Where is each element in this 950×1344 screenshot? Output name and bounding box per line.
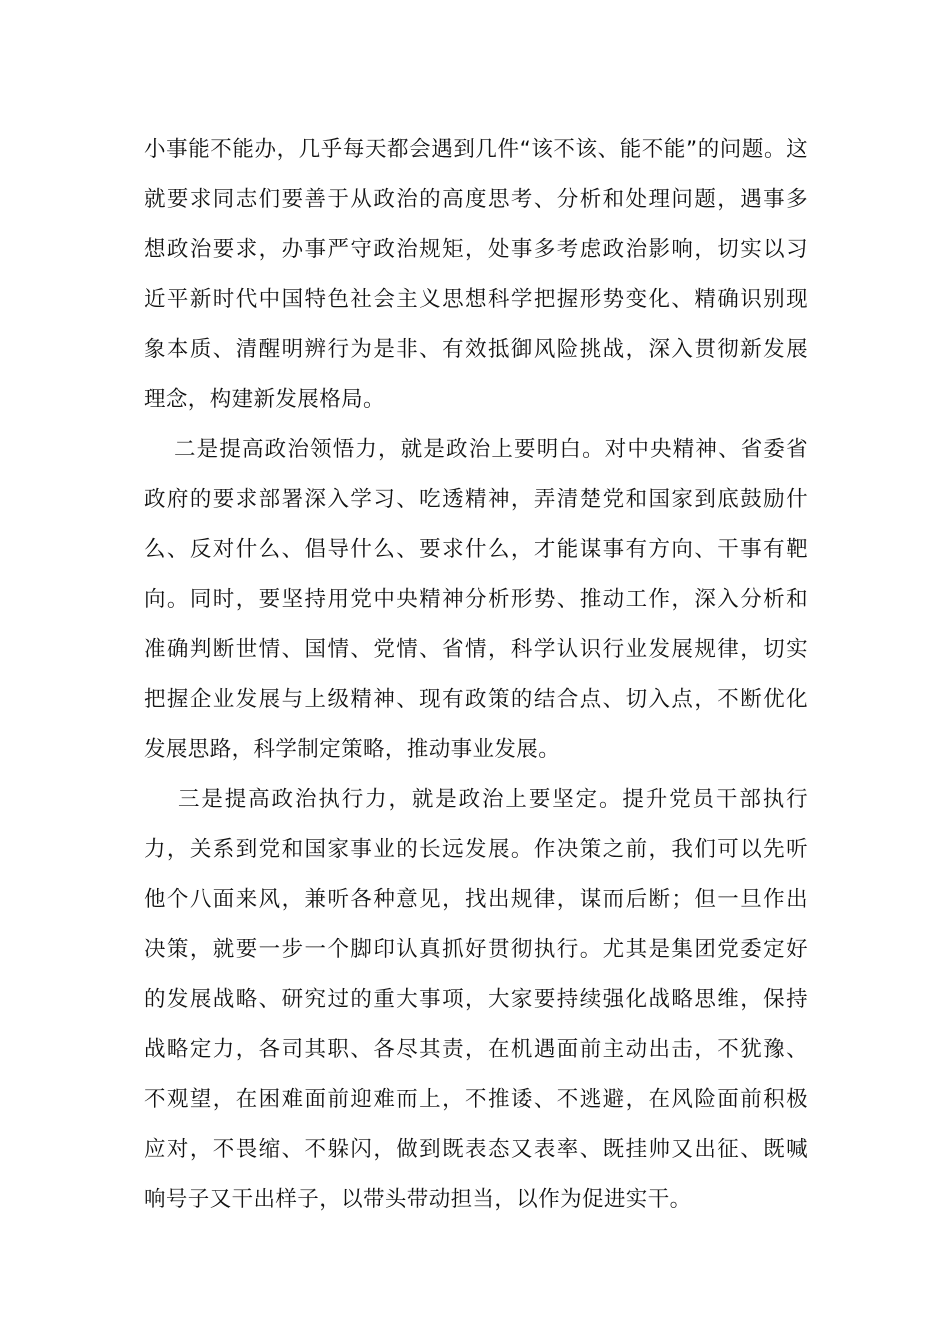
paragraph-line: 小事能不能办，几乎每天都会遇到几件“该不该、能不能”的问题。这 <box>144 137 808 162</box>
paragraph-line: 象本质、清醒明辨行为是非、有效抵御风险挑战，深入贯彻新发展 <box>144 337 808 362</box>
paragraph-line: 政府的要求部署深入学习、吃透精神，弄清楚党和国家到底鼓励什 <box>144 487 808 512</box>
paragraph-line: 不观望，在困难面前迎难而上，不推诿、不逃避，在风险面前积极 <box>144 1087 808 1112</box>
paragraph-2 <box>144 425 808 775</box>
paragraph-line: 把握企业发展与上级精神、现有政策的结合点、切入点，不断优化 <box>144 687 808 712</box>
paragraph-line: 向。同时，要坚持用党中央精神分析形势、推动工作，深入分析和 <box>144 587 808 612</box>
paragraph-line: 响号子又干出样子，以带头带动担当，以作为促进实干。 <box>144 1187 692 1212</box>
paragraph-line: 想政治要求，办事严守政治规矩，处事多考虑政治影响，切实以习 <box>144 237 808 262</box>
paragraph-1 <box>144 125 808 425</box>
paragraph-line: 三是提高政治执行力，就是政治上要坚定。提升党员干部执行 <box>178 787 808 812</box>
paragraph-line: 近平新时代中国特色社会主义思想科学把握形势变化、精确识别现 <box>144 287 808 312</box>
paragraph-line: 决策，就要一步一个脚印认真抓好贯彻执行。尤其是集团党委定好 <box>144 937 808 962</box>
paragraph-line: 应对，不畏缩、不躲闪，做到既表态又表率、既挂帅又出征、既喊 <box>144 1137 808 1162</box>
paragraph-line: 二是提高政治领悟力，就是政治上要明白。对中央精神、省委省 <box>174 437 808 462</box>
paragraph-line: 力，关系到党和国家事业的长远发展。作决策之前，我们可以先听 <box>144 837 808 862</box>
paragraph-line: 理念，构建新发展格局。 <box>144 387 385 412</box>
paragraph-line: 的发展战略、研究过的重大事项，大家要持续强化战略思维，保持 <box>144 987 808 1012</box>
paragraph-line: 战略定力，各司其职、各尽其责，在机遇面前主动出击，不犹豫、 <box>144 1037 808 1062</box>
paragraph-line: 就要求同志们要善于从政治的高度思考、分析和处理问题，遇事多 <box>144 187 808 212</box>
paragraph-line: 他个八面来风，兼听各种意见，找出规律，谋而后断；但一旦作出 <box>144 887 808 912</box>
paragraph-3 <box>144 775 808 1225</box>
document-body <box>144 125 808 1225</box>
paragraph-line: 么、反对什么、倡导什么、要求什么，才能谋事有方向、干事有靶 <box>144 537 808 562</box>
paragraph-line: 发展思路，科学制定策略，推动事业发展。 <box>144 737 561 762</box>
paragraph-line: 准确判断世情、国情、党情、省情，科学认识行业发展规律，切实 <box>144 637 808 662</box>
